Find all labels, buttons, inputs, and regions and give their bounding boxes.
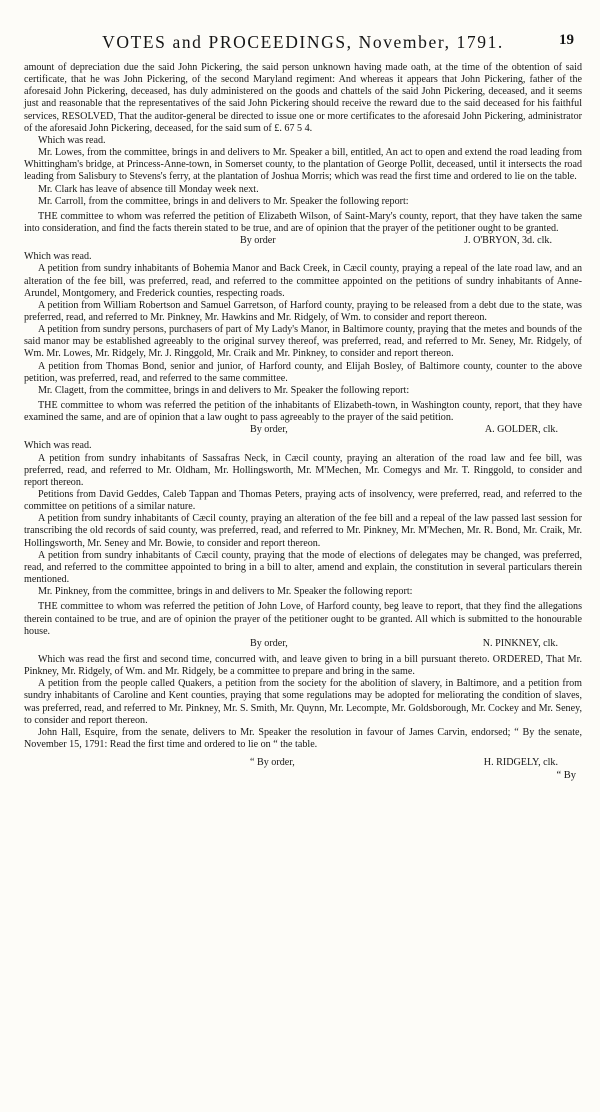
signature-by-order: By order, — [250, 637, 288, 649]
paragraph-clagett-report-intro: Mr. Clagett, from the committee, brings in and delivers to Mr. Speaker the following report: — [38, 384, 410, 396]
paragraph-bohemia-petition: A petition from sundry inhabitants of Bohemia Manor and Back Creek, in Cæcil county, praying a repeal of the late road law, and an alteration of the fee bill, was preferred, read, and referred to the committee appointed on the petitions of sundry inhabitants of Anne-Arundel, Montgomery, and Frederick counties, respecting roads. — [24, 263, 582, 299]
signature-by-order: “ By order, — [250, 757, 295, 769]
signature-clerk: J. O'BRYON, 3d. clk. — [464, 235, 552, 247]
paragraph-clark-leave: Mr. Clark has leave of absence till Monday week next. — [38, 183, 259, 195]
running-title: VOTES and PROCEEDINGS, November, 1791. — [102, 32, 504, 52]
page-number: 19 — [559, 32, 574, 48]
paragraph-caecil-fee-bill-petition: A petition from sundry inhabitants of Cæcil county, praying an alteration of the fee bill and a repeal of the law passed last session for transcribing the old records of said county, was preferred, read, and referred to Mr. Pinkney, Mr. M'Mechen, Mr. R. Bond, Mr. Craik, Mr. Hollingsworth, Mr. Seney and Mr. Bowie, to consider and report thereon. — [24, 513, 582, 549]
paragraph-which-was-read: Which was read. — [38, 134, 106, 146]
signature-clerk: N. PINKNEY, clk. — [482, 637, 558, 649]
signature-clerk: H. RIDGELY, clk. — [483, 757, 558, 769]
paragraph-wilson-report: THE committee to whom was referred the petition of Elizabeth Wilson, of Saint-Mary's county, report, that they have taken the same into consideration, and find the facts therein stated to be true, and are of opinion that the prayer of the petitioner ought to be granted. — [24, 210, 582, 235]
paragraph-love-bill-ordered: Which was read the first and second time, concurred with, and leave given to bring in a bill pursuant thereto. ORDERED, That Mr. Pinkney, Mr. Ridgely, of Wm. and Mr. Ridgely, be a committee to prepare and bring in the same. — [24, 653, 582, 678]
signature-golder — [24, 424, 582, 437]
paragraph-which-was-read: Which was read. — [24, 440, 92, 452]
signature-by-order: By order, — [250, 424, 288, 436]
signature-obryon — [24, 235, 582, 248]
paragraph-lowes-road-bill: Mr. Lowes, from the committee, brings in and delivers to Mr. Speaker a bill, entitled, An act to open and extend the road leading from Whittingham's bridge, at Princess-Anne-town, in Somerset county, to the plantation of George Pollit, deceased, until it intersects the road leading from Salisbury to Stevens's ferry, at the plantation of Joshua Morris; which was read the first time and ordered to lie on the table. — [24, 147, 582, 183]
paragraph-pinkney-report-intro: Mr. Pinkney, from the committee, brings in and delivers to Mr. Speaker the following report: — [38, 586, 413, 598]
paragraph-sassafras-petition: A petition from sundry inhabitants of Sassafras Neck, in Cæcil county, praying an alteration of the road law and fee bill, was preferred, read, and referred to Mr. Oldham, Mr. Hollingsworth, Mr. M'Mechen, Mr. Comegys and Mr. T. Ringgold, to consider and report thereon. — [24, 452, 582, 488]
paragraph-hall-senate-resolution: John Hall, Esquire, from the senate, delivers to Mr. Speaker the resolution in favour of James Carvin, endorsed; “ By the senate, November 15, 1791: Read the first time and ordered to lie on “ the table. — [24, 726, 582, 750]
paragraph-caecil-elections-petition: A petition from sundry inhabitants of Cæcil county, praying that the mode of elections of delegates may be changed, was preferred, read, and referred to the committee appointed to bring in a bill to alter, amend and explain, the constitution in several particulars therein mentioned. — [24, 549, 582, 586]
catchword: “ By — [556, 770, 576, 782]
paragraph-robertson-petition: A petition from William Robertson and Samuel Garretson, of Harford county, praying to be released from a debt due to the state, was preferred, read, and referred to Mr. Pinkney, Mr. Hawkins and Mr. Ridgely, of Wm. to consider and report thereon. — [24, 299, 582, 323]
signature-by-order: By order — [240, 235, 276, 247]
signature-clerk: A. GOLDER, clk. — [484, 424, 558, 436]
document-body — [24, 62, 582, 782]
paragraph-insolvency-petitions: Petitions from David Geddes, Caleb Tappan and Thomas Peters, praying acts of insolvency, were preferred, read, and referred to the committee on petitions of a similar nature. — [24, 489, 582, 513]
paragraph-which-was-read: Which was read. — [24, 251, 92, 263]
signature-pinkney — [24, 638, 582, 651]
paragraph-love-report: THE committee to whom was referred the petition of John Love, of Harford county, beg leave to report, that they find the allegations therein contained to be true, and are of opinion the prayer of the petitioner ought to be granted. All which is submitted to the honourable house. — [24, 601, 582, 637]
paragraph-bond-petition: A petition from Thomas Bond, senior and junior, of Harford county, and Elijah Bosley, of Baltimore county, counter to the above petition, was preferred, read, and referred to the same committee. — [24, 360, 582, 384]
paragraph-my-ladys-manor-petition: A petition from sundry persons, purchasers of part of My Lady's Manor, in Baltimore county, praying that the metes and bounds of the said manor may be established agreeably to the original survey thereof, was preferred, read, and referred to Mr. Seney, Mr. Ridgely, of Wm. Mr. Lowes, Mr. Ridgely, Mr. J. Ringgold, Mr. Craik and Mr. Pinkney, to consider and report thereon. — [24, 324, 582, 360]
page-header — [24, 6, 582, 62]
paragraph-carroll-report-intro: Mr. Carroll, from the committee, brings in and delivers to Mr. Speaker the following report: — [38, 195, 409, 207]
paragraph-elizabeth-town-report: THE committee to whom was referred the petition of the inhabitants of Elizabeth-town, in Washington county, report, that they have examined the same, and are of opinion that a law ought to pass agreeably to the prayer of the said petition. — [24, 400, 582, 424]
paragraph-pickering-resolution: amount of depreciation due the said John Pickering, the said person unknown having made oath, at the time of the obtention of said certificate, that he was John Pickering, of the second Maryland regiment: And whereas it appears that John Pickering, father of the aforesaid John Pickering, deceased, has duly administered on the goods and chattels of the said John Pickering, deceased, and it seems just and reasonable that the representatives of the said John Pickering should receive the reward due to the said deceased for his faithful services, RESOLVED, That the auditor-general be directed to issue one or more certificates to the aforesaid John Pickering, administrator of the aforesaid John Pickering, deceased, for the said sum of £. 67 5 4. — [24, 62, 582, 134]
paragraph-quakers-petition: A petition from the people called Quakers, a petition from the society for the abolition of slavery, in Baltimore, and a petition from sundry inhabitants of Caroline and Kent counties, praying that some regulations may be adopted for meliorating the condition of slaves, was preferred, read, and referred to Mr. Pinkney, Mr. S. Smith, Mr. Quynn, Mr. Lecompte, Mr. Goldsborough, Mr. Cockey and Mr. Seney, to consider and report thereon. — [24, 678, 582, 726]
signature-ridgely — [24, 757, 582, 770]
